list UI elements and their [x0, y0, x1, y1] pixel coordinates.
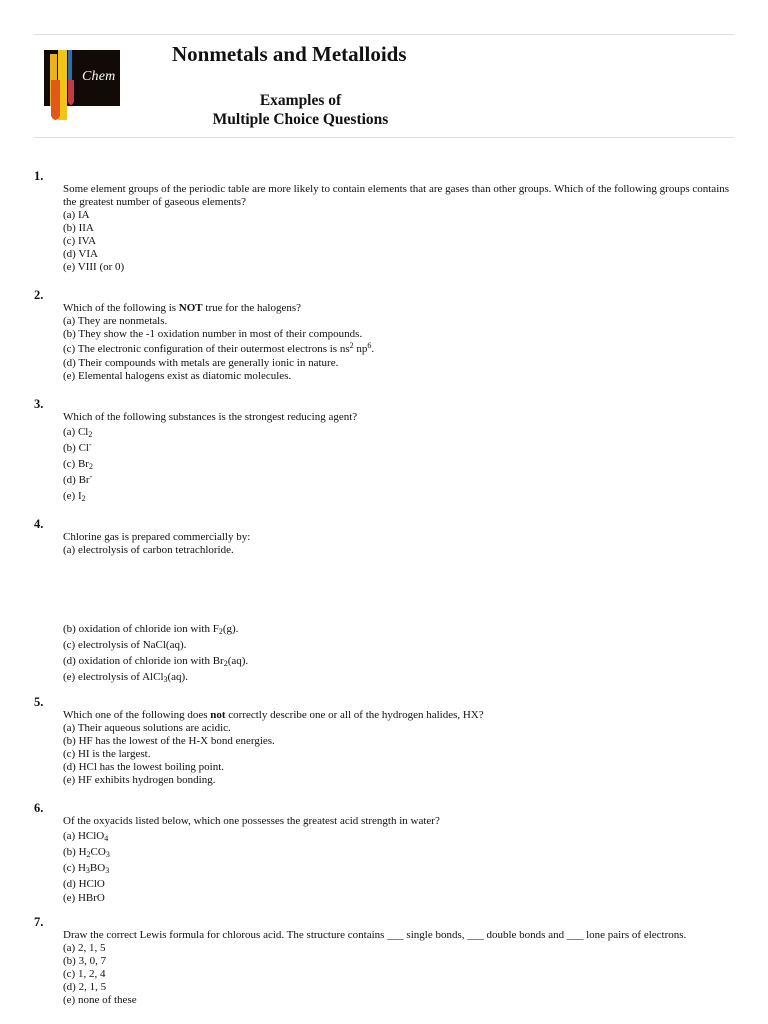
header-divider	[34, 137, 734, 138]
option-a: (a) 2, 1, 5	[63, 942, 106, 954]
question-stem: Some element groups of the periodic table are more likely to contain elements that are gases than other groups. Which of the following groups contains the greatest number of gaseous elements?	[63, 183, 730, 208]
option-b: (b) Cl-	[63, 440, 92, 454]
option-d: (d) HCl has the lowest boiling point.	[63, 761, 225, 773]
option-e: (e) $I_2$	[63, 490, 86, 503]
option-d: (d) HClO	[63, 878, 105, 890]
option-e: (e) HBrO	[63, 892, 105, 904]
emphasis: not	[210, 709, 226, 721]
option-d: (d) oxidation of chloride ion with $Br_2(aq)$.	[63, 655, 249, 668]
option-a: (a) They are nonmetals.	[63, 315, 168, 327]
top-divider	[34, 34, 734, 35]
question-number: 7.	[34, 915, 44, 929]
test-tubes-icon	[44, 50, 120, 130]
question-stem: Chlorine gas is prepared commercially by:	[63, 531, 251, 543]
page-title: Nonmetals and Metalloids	[172, 42, 407, 66]
page-subtitle	[198, 91, 403, 129]
option-e: (e) none of these	[63, 994, 137, 1006]
option-b: (b) 3, 0, 7	[63, 955, 107, 967]
option-d: (d) Br-	[63, 472, 93, 486]
option-a: (a) electrolysis of carbon tetrachloride.	[63, 544, 234, 556]
option-b: (b) $H_2CO_3$	[63, 846, 110, 859]
option-c: (c) 1, 2, 4	[63, 968, 106, 980]
option-d: (d) VIA	[63, 248, 98, 260]
option-c: (c) $Br_2$	[63, 458, 93, 471]
question-number: 5.	[34, 695, 44, 709]
option-b: (b) They show the -1 oxidation number in most of their compounds.	[63, 328, 363, 340]
subtitle-line-2: Multiple Choice Questions	[212, 111, 389, 128]
chem-logo	[44, 50, 120, 106]
option-a: (a) $Cl_2$	[63, 426, 93, 439]
option-c: (c) electrolysis of NaCl(aq).	[63, 639, 187, 651]
option-a: (a) IA	[63, 209, 90, 221]
logo-text: Chem	[82, 69, 116, 84]
subtitle-line-1: Examples of	[259, 92, 342, 109]
option-d: (d) Their compounds with metals are generally ionic in nature.	[63, 357, 339, 369]
question-stem: Draw the correct Lewis formula for chlorous acid. The structure contains ___ single bonds, ___ double bonds and ___ lone pairs of electrons.	[63, 929, 687, 941]
option-c: (c) HI is the largest.	[63, 748, 151, 760]
option-e: (e) electrolysis of AlCl$_3$(aq).	[63, 671, 188, 684]
question-stem: Which of the following is NOT true for the halogens?	[63, 302, 301, 314]
option-d: (d) 2, 1, 5	[63, 981, 107, 993]
option-c: (c) $H_3BO_3$	[63, 862, 110, 875]
question-stem: Of the oxyacids listed below, which one possesses the greatest acid strength in water?	[63, 815, 440, 827]
option-b: (b) HF has the lowest of the H-X bond energies.	[63, 735, 275, 747]
question-number: 3.	[34, 397, 44, 411]
option-e: (e) HF exhibits hydrogen bonding.	[63, 774, 216, 786]
option-e: (e) VIII (or 0)	[63, 261, 125, 273]
option-c: (c) The electronic configuration of their outermost electrons is $ns^2$ $np^6$.	[63, 341, 375, 355]
option-b: (b) oxidation of chloride ion with $F_2(g)$.	[63, 623, 239, 636]
question-number: 2.	[34, 288, 44, 302]
option-b: (b) IIA	[63, 222, 94, 234]
question-stem: Which of the following substances is the strongest reducing agent?	[63, 411, 358, 423]
question-number: 6.	[34, 801, 44, 815]
question-number: 4.	[34, 517, 44, 531]
option-a: (a) HClO$_4$	[63, 830, 109, 843]
option-a: (a) Their aqueous solutions are acidic.	[63, 722, 231, 734]
option-c: (c) IVA	[63, 235, 97, 247]
emphasis: NOT	[178, 302, 203, 314]
question-number: 1.	[34, 169, 44, 183]
option-e: (e) Elemental halogens exist as diatomic molecules.	[63, 370, 292, 382]
question-stem: Which one of the following does not correctly describe one or all of the hydrogen halides, HX?	[63, 709, 484, 721]
